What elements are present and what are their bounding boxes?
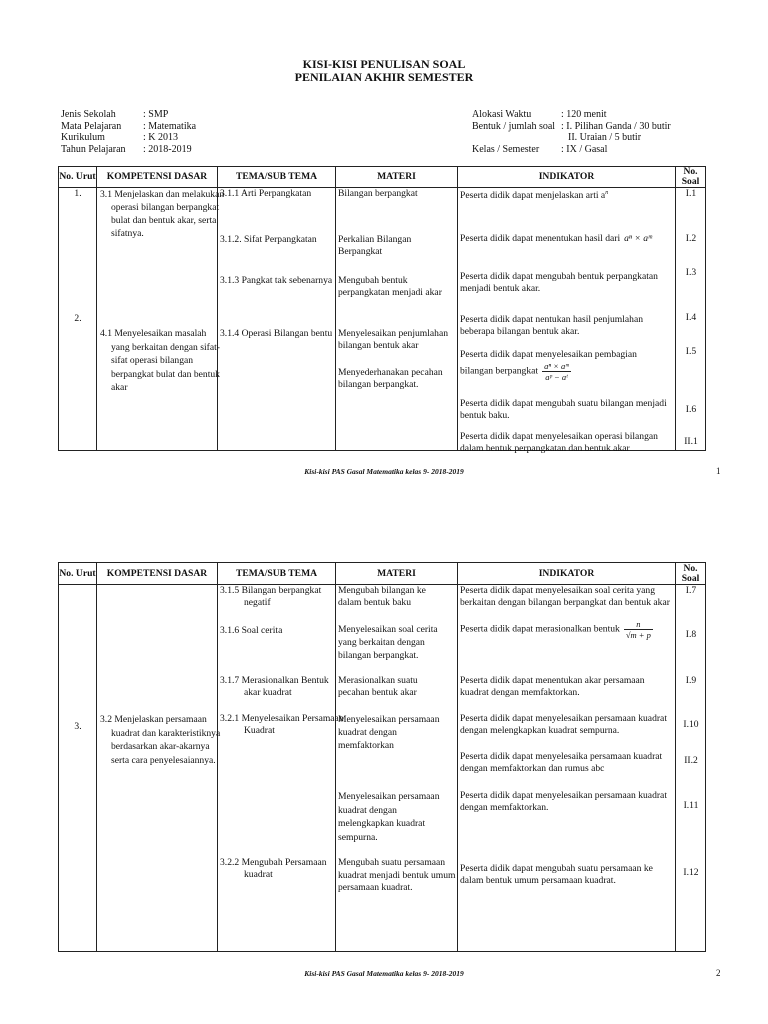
info-value: : SMP xyxy=(143,109,169,120)
soal-number: I.6 xyxy=(685,404,697,415)
soal-number: I.3 xyxy=(685,267,697,278)
header-kompetensi-dasar: KOMPETENSI DASAR xyxy=(97,167,218,188)
soal-number: I.9 xyxy=(685,675,697,686)
header-tema: TEMA/SUB TEMA xyxy=(218,563,336,585)
soal-number: I.4 xyxy=(685,312,697,323)
indikator-item xyxy=(460,361,672,382)
indikator-item: Peserta didik dapat mengubah bentuk perpangkatan menjadi bentuk akar. xyxy=(460,271,658,294)
info-row xyxy=(61,144,196,156)
header-materi: MATERI xyxy=(336,167,458,188)
info-label: Jenis Sekolah xyxy=(61,109,116,120)
indikator-item: Peserta didik dapat menyelesaikan operasi bilangan dalam bentuk perpangkatan dan bentuk akar xyxy=(460,431,658,454)
kd-text: 4.1 Menyelesaikan masalah yang berkaitan dengan sifat-sifat operasi bilangan berpangkat bulat dan bentuk akar xyxy=(100,328,220,393)
info-row xyxy=(472,144,671,156)
math-expression: aⁿ × aᵐ xyxy=(624,233,653,244)
header-kompetensi-dasar: KOMPETENSI DASAR xyxy=(97,563,218,585)
table-header-row xyxy=(59,167,706,188)
math-exponent: n xyxy=(605,190,609,196)
info-value: : K 2013 xyxy=(143,132,178,143)
info-row xyxy=(61,109,196,121)
info-value: : I. Pilihan Ganda / 30 butir xyxy=(561,120,671,132)
info-label: Kelas / Semester xyxy=(472,143,540,155)
indikator-item: Peserta didik dapat nentukan hasil penjumlahan beberapa bilangan bentuk akar. xyxy=(460,314,644,337)
tema-item: 3.1.5 Bilangan berpangkat negatif xyxy=(220,585,322,608)
indikator-item: Peserta didik dapat menyelesaikan pembagian xyxy=(460,349,637,360)
info-label: Bentuk / jumlah soal xyxy=(472,120,556,132)
tema-item: 3.1.1 Arti Perpangkatan xyxy=(220,188,312,199)
row-number: 1. xyxy=(74,188,82,199)
kd-text: 3.1 Menjelaskan dan melakukan operasi bilangan berpangkat bulat dan bentuk akar, serta sifatnya. xyxy=(100,189,225,239)
info-label: Alokasi Waktu xyxy=(472,109,532,120)
fraction-denominator: √m + p xyxy=(625,630,651,640)
info-row xyxy=(472,132,671,144)
materi-item: Menyelesaikan persamaan kuadrat dengan melengkapkan kuadrat sempurna. xyxy=(338,791,440,843)
soal-number: I.8 xyxy=(685,629,697,640)
header-no-urut: No. Urut xyxy=(59,563,97,585)
page-footer: Kisi-kisi PAS Gasal Matematika kelas 9- 2018-2019 xyxy=(304,467,464,476)
row-number: 2. xyxy=(74,313,82,324)
indikator-text: Peserta didik dapat menentukan hasil dari xyxy=(460,233,621,244)
fraction-numerator: aⁿ × aᵐ xyxy=(544,361,569,371)
page-footer: Kisi-kisi PAS Gasal Matematika kelas 9- 2018-2019 xyxy=(304,969,464,978)
header-indikator: INDIKATOR xyxy=(458,563,676,585)
table-row xyxy=(59,188,706,451)
header-tema: TEMA/SUB TEMA xyxy=(218,167,336,188)
info-row xyxy=(472,109,671,121)
indikator-item xyxy=(460,619,672,640)
soal-number: I.1 xyxy=(685,188,697,199)
kd-text: 3.2 Menjelaskan persamaan kuadrat dan karakteristiknya berdasarkan akar-akarnya serta cara penyelesaiannya. xyxy=(100,714,221,766)
page-number: 2 xyxy=(716,968,721,978)
info-row xyxy=(472,121,671,133)
tema-item: 3.2.2 Mengubah Persamaan kuadrat xyxy=(220,857,327,880)
soal-number: I.5 xyxy=(685,346,697,357)
document-subtitle: PENILAIAN AKHIR SEMESTER xyxy=(294,70,474,84)
materi-item: Merasionalkan suatu pecahan bentuk akar xyxy=(338,675,418,698)
kisi-kisi-table-page-2 xyxy=(58,562,706,952)
info-label: Mata Pelajaran xyxy=(61,120,122,132)
page-number: 1 xyxy=(716,466,721,476)
soal-number: I.7 xyxy=(685,585,697,596)
indikator-text: Peserta didik dapat merasionalkan bentuk xyxy=(460,623,620,635)
tema-item: 3.2.1 Menyelesaikan Persamaan Kuadrat xyxy=(220,713,344,736)
indikator-item: Peserta didik dapat menyelesaikan persamaan kuadrat dengan memfaktorkan. xyxy=(460,790,667,813)
materi-item: Mengubah bilangan ke dalam bentuk baku xyxy=(338,585,426,608)
materi-item: Menyelesaikan persamaan kuadrat dengan memfaktorkan xyxy=(338,714,440,751)
soal-number: I.12 xyxy=(683,867,699,878)
tema-item: 3.1.3 Pangkat tak sebenarnya xyxy=(220,275,333,286)
fraction-numerator: n xyxy=(624,619,653,630)
materi-item: Mengubah suatu persamaan kuadrat menjadi bentuk umum persamaan kuadrat. xyxy=(338,857,456,893)
soal-number: II.1 xyxy=(684,436,698,447)
info-label: Kurikulum xyxy=(61,132,105,143)
header-no-soal: No. Soal xyxy=(676,563,706,585)
row-number: 3. xyxy=(74,721,82,732)
soal-number: I.10 xyxy=(683,719,699,730)
indikator-item: Peserta didik dapat mengubah suatu bilangan menjadi bentuk baku. xyxy=(460,398,667,421)
tema-item: 3.1.4 Operasi Bilangan bentu xyxy=(220,328,333,339)
indikator-item: Peserta didik dapat mengubah suatu persamaan ke dalam bentuk umum persamaan kuadrat. xyxy=(460,863,653,886)
header-no-soal: No. Soal xyxy=(676,167,706,188)
header-no-urut: No. Urut xyxy=(59,167,97,188)
indikator-text: Peserta didik dapat menjelaskan arti a xyxy=(460,190,606,202)
fraction-denominator: aᵖ − aᵗ xyxy=(545,372,568,382)
soal-number: II.2 xyxy=(684,755,698,766)
table-header-row xyxy=(59,563,706,585)
math-fraction xyxy=(542,361,571,382)
document-title: KISI-KISI PENULISAN SOAL xyxy=(302,57,466,71)
soal-number: I.2 xyxy=(685,233,697,244)
tema-item: 3.1.6 Soal cerita xyxy=(220,625,283,636)
table-row xyxy=(59,585,706,952)
info-label: Tahun Pelajaran xyxy=(61,143,126,155)
indikator-item xyxy=(460,233,672,245)
info-value: : 2018-2019 xyxy=(143,143,192,155)
soal-number: I.11 xyxy=(683,800,699,811)
header-indikator: INDIKATOR xyxy=(458,167,676,188)
indikator-item: Peserta didik dapat menentukan akar persamaan kuadrat dengan memfaktorkan. xyxy=(460,675,645,698)
header-materi: MATERI xyxy=(336,563,458,585)
info-value: II. Uraian / 5 butir xyxy=(568,132,642,143)
indikator-item: Peserta didik dapat menyelesaikan soal cerita yang berkaitan dengan bilangan berpangkat dan bentuk akar xyxy=(460,585,670,608)
info-value: : 120 menit xyxy=(561,109,607,120)
materi-item: Menyelesaikan soal cerita yang berkaitan dengan bilangan berpangkat. xyxy=(338,624,438,661)
info-left xyxy=(61,109,196,155)
indikator-item: Peserta didik dapat menyelesaika persamaan kuadrat dengan memfaktorkan dan rumus abc xyxy=(460,751,663,774)
tema-item: 3.1.7 Merasionalkan Bentuk akar kuadrat xyxy=(220,675,329,698)
math-fraction xyxy=(624,619,653,640)
materi-item: Perkalian Bilangan Berpangkat xyxy=(338,234,412,257)
info-row xyxy=(61,132,196,144)
indikator-item xyxy=(460,188,672,202)
info-value: : IX / Gasal xyxy=(561,143,608,155)
indikator-item: Peserta didik dapat menyelesaikan persamaan kuadrat dengan melengkapkan kuadrat sempurna. xyxy=(460,713,667,736)
tema-item: 3.1.2. Sifat Perpangkatan xyxy=(220,234,317,245)
materi-item: Menyelesaikan penjumlahan bilangan bentuk akar xyxy=(338,328,449,351)
info-right xyxy=(472,109,671,155)
kisi-kisi-table-page-1 xyxy=(58,166,706,454)
materi-item: Bilangan berpangkat xyxy=(338,188,418,199)
materi-item: Mengubah bentuk perpangkatan menjadi akar xyxy=(338,275,442,298)
info-row xyxy=(61,121,196,133)
materi-item: Menyederhanakan pecahan bilangan berpangkat. xyxy=(338,367,443,390)
indikator-text: bilangan berpangkat xyxy=(460,365,539,377)
info-value: : Matematika xyxy=(143,120,197,132)
